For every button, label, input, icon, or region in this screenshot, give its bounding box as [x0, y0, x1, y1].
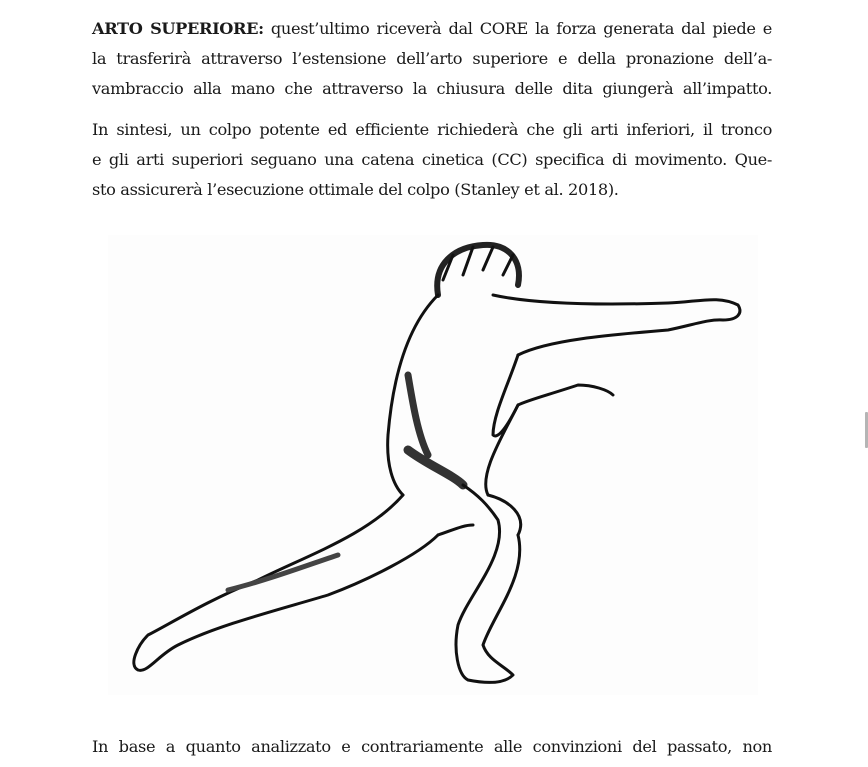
- bold-lead: ARTO SUPERIORE:: [92, 19, 264, 38]
- text-line: ARTO SUPERIORE: quest’ultimo riceverà dal CORE la forza generata dal piede e: [92, 19, 772, 38]
- text-line: In sintesi, un colpo potente ed efficiente richiederà che gli arti inferiori, il tronco: [92, 120, 772, 139]
- text-line: e gli arti superiori seguano una catena cinetica (CC) specifica di movimento. Que-: [92, 150, 772, 169]
- text-line: vambraccio alla mano che attraverso la chiusura delle dita giungerà all’impatto.: [92, 79, 772, 98]
- text-line: la trasferirà attraverso l’estensione dell’arto superiore e della pronazione dell’a-: [92, 49, 772, 68]
- text-line: In base a quanto analizzato e contrariamente alle convinzioni del passato, non: [92, 737, 772, 756]
- text-line: sto assicurerà l’esecuzione ottimale del colpo (Stanley et al. 2018).: [92, 180, 619, 199]
- punching-figure-illustration: [108, 235, 758, 695]
